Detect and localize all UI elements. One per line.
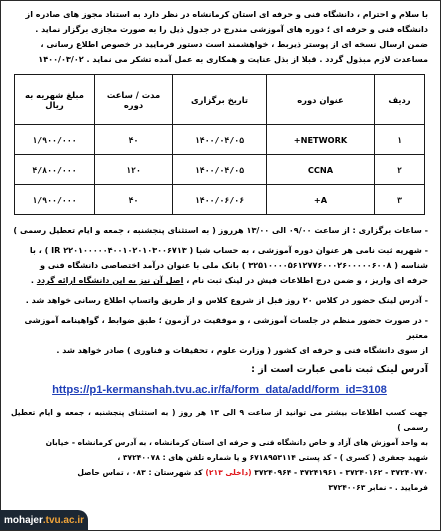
header-row-number: ردیف [375,75,425,125]
note-certificate-line: از سوی دانشگاه فنی و حرفه ای کشور ( وزارت علوم ، تحقیقات و فناوری ) صادر خواهد شد . [56,345,428,355]
contact-paragraph [11,405,428,495]
header-start-date: تاریخ برگزاری [173,75,267,125]
header-duration: مدت / ساعت دوره [95,75,173,125]
note-payment-end: . [30,275,34,285]
cell-duration: ۴۰ [95,125,173,155]
table-row [15,185,425,215]
intro-paragraph [11,7,428,67]
contact-line [11,465,428,480]
table-row [15,155,425,185]
cell-course-title: NETWORK+ [267,125,375,155]
cell-duration: ۴۰ [95,185,173,215]
contact-line: فرمایید . - نمابر ۳۷۲۴۰۰۶۳ [328,483,428,492]
note-payment-line: شهریه ثبت نامی هر عنوان دوره آموزشی ، به حساب شبا ( IR ۲۲۰۱۰۰۰۰۰۴۰۰۱۰۲۰۱۰۳۰۰۶۷۱۳ ) ، با [29,245,422,255]
contact-line: شهید جعفری ( کسری ) - کد پستی ۶۷۱۸۹۵۳۱۱۴ و یا شماره تلفن های : ۳۷۲۴۰۰۷۸ ، [117,453,428,462]
contact-line: به واحد آموزش های آزاد و خاص دانشگاه فنی و حرفه ای استان کرمانشاه ، به آدرس کرمانشاه - خیابان [45,438,428,447]
note-certificate [11,313,428,358]
notes-list [11,223,428,358]
cell-fee: ۴/۸۰۰/۰۰۰ [15,155,95,185]
badge-text: ir [77,514,85,526]
header-course-title: عنوان دوره [267,75,375,125]
cell-row-number: ۲ [375,155,425,185]
cell-start-date: ۱۴۰۰/۰۴/۰۵ [173,125,267,155]
note-schedule: - ساعات برگزاری : از ساعت ۰۹/۰۰ الی ۱۳/۰۰ هرروز ( به استثنای پنجشنبه ، جمعه و ایام تعطیل رسمی ) [11,223,428,238]
cell-duration: ۱۲۰ [95,155,173,185]
contact-line: جهت کسب اطلاعات بیشتر می توانید از ساعت ۹ الی ۱۳ هر روز ( به استثنای پنجشنبه ، جمعه و ایام تعطیل رسمی ) [11,408,428,432]
note-payment-line: حرفه ای واریز ، و ضمن درج اطلاعات فیش در لینک ثبت نام ، [186,275,428,285]
table-header-row [15,75,425,125]
note-certificate-line: در صورت حضور منظم در جلسات آموزشی ، و موفقیت در آزمون ؛ طبق ضوابط ، گواهینامه آموزشی معتبر [24,315,428,340]
cell-start-date: ۱۴۰۰/۰۴/۰۵ [173,155,267,185]
note-attendance: - آدرس لینک حضور در کلاس ۲۰ روز قبل از شروع کلاس و از طریق واتساپ اطلاع رسانی خواهد شد . [11,293,428,308]
intro-line: با سلام و احترام ، دانشگاه فنی و حرفه ای استان کرمانشاه در نظر دارد به استناد مجوز های صادره از [25,9,428,19]
registration-link[interactable]: https://p1-kermanshah.tvu.ac.ir/fa/form_data/add/form_id=3108 [52,384,387,396]
note-payment [11,243,428,288]
cell-course-title: A+ [267,185,375,215]
note-payment-line: شناسه ( ۳۲۵۱۰۰۰۰۵۶۱۲۷۷۶۰۰۰۲۶۰۰۰۰۰۶۰۰۸ ) بانک ملی با عنوان درآمد اختصاصی دانشگاه فنی و [40,260,428,270]
cell-row-number: ۳ [375,185,425,215]
extension-number: (داخلی ۲۱۳) [205,468,252,477]
intro-line: دانشگاه فنی و حرفه ای ؛ دوره های آموزشی مندرج در جدول ذیل را به صورت مجازی برگزار نماید . [35,24,428,34]
registration-link-title: آدرس لینک ثبت نامی عبارت است از : [251,364,428,375]
site-watermark-badge [0,510,88,530]
table-row [15,125,425,155]
city-code: کد شهرستان : ۰۸۳ ، تماس حاصل [77,468,203,477]
courses-table [14,74,425,215]
cell-row-number: ۱ [375,125,425,155]
cell-fee: ۱/۹۰۰/۰۰۰ [15,185,95,215]
note-payment-emphasis: اصل آن نیز به این دانشگاه ارائه گردد [36,275,184,285]
cell-start-date: ۱۴۰۰/۰۶/۰۶ [173,185,267,215]
badge-text: .tvu.ac. [42,514,78,526]
badge-text: mohajer [3,514,43,526]
cell-course-title: CCNA [267,155,375,185]
phone-numbers: ۳۷۲۴۰۷۷۰ - ۳۷۲۴۰۱۶۲ - ۳۷۲۴۱۹۶۱ - ۳۷۲۴۰۹۶۴ [254,468,428,477]
cell-fee: ۱/۹۰۰/۰۰۰ [15,125,95,155]
header-fee: مبلغ شهریه به ریال [15,75,95,125]
intro-line: مساعدت لازم مبذول گردد . قبلا از بذل عنایت و همکاری به عمل آمده تشکر می نماید . ۱۴۰۰/۰۳/۰۲ [38,54,428,64]
intro-line: ضمن ارسال نسخه ای از پوستر ذیربط ، خواهشمند است دستور فرمایید در خصوص اطلاع رسانی ، [40,39,428,49]
